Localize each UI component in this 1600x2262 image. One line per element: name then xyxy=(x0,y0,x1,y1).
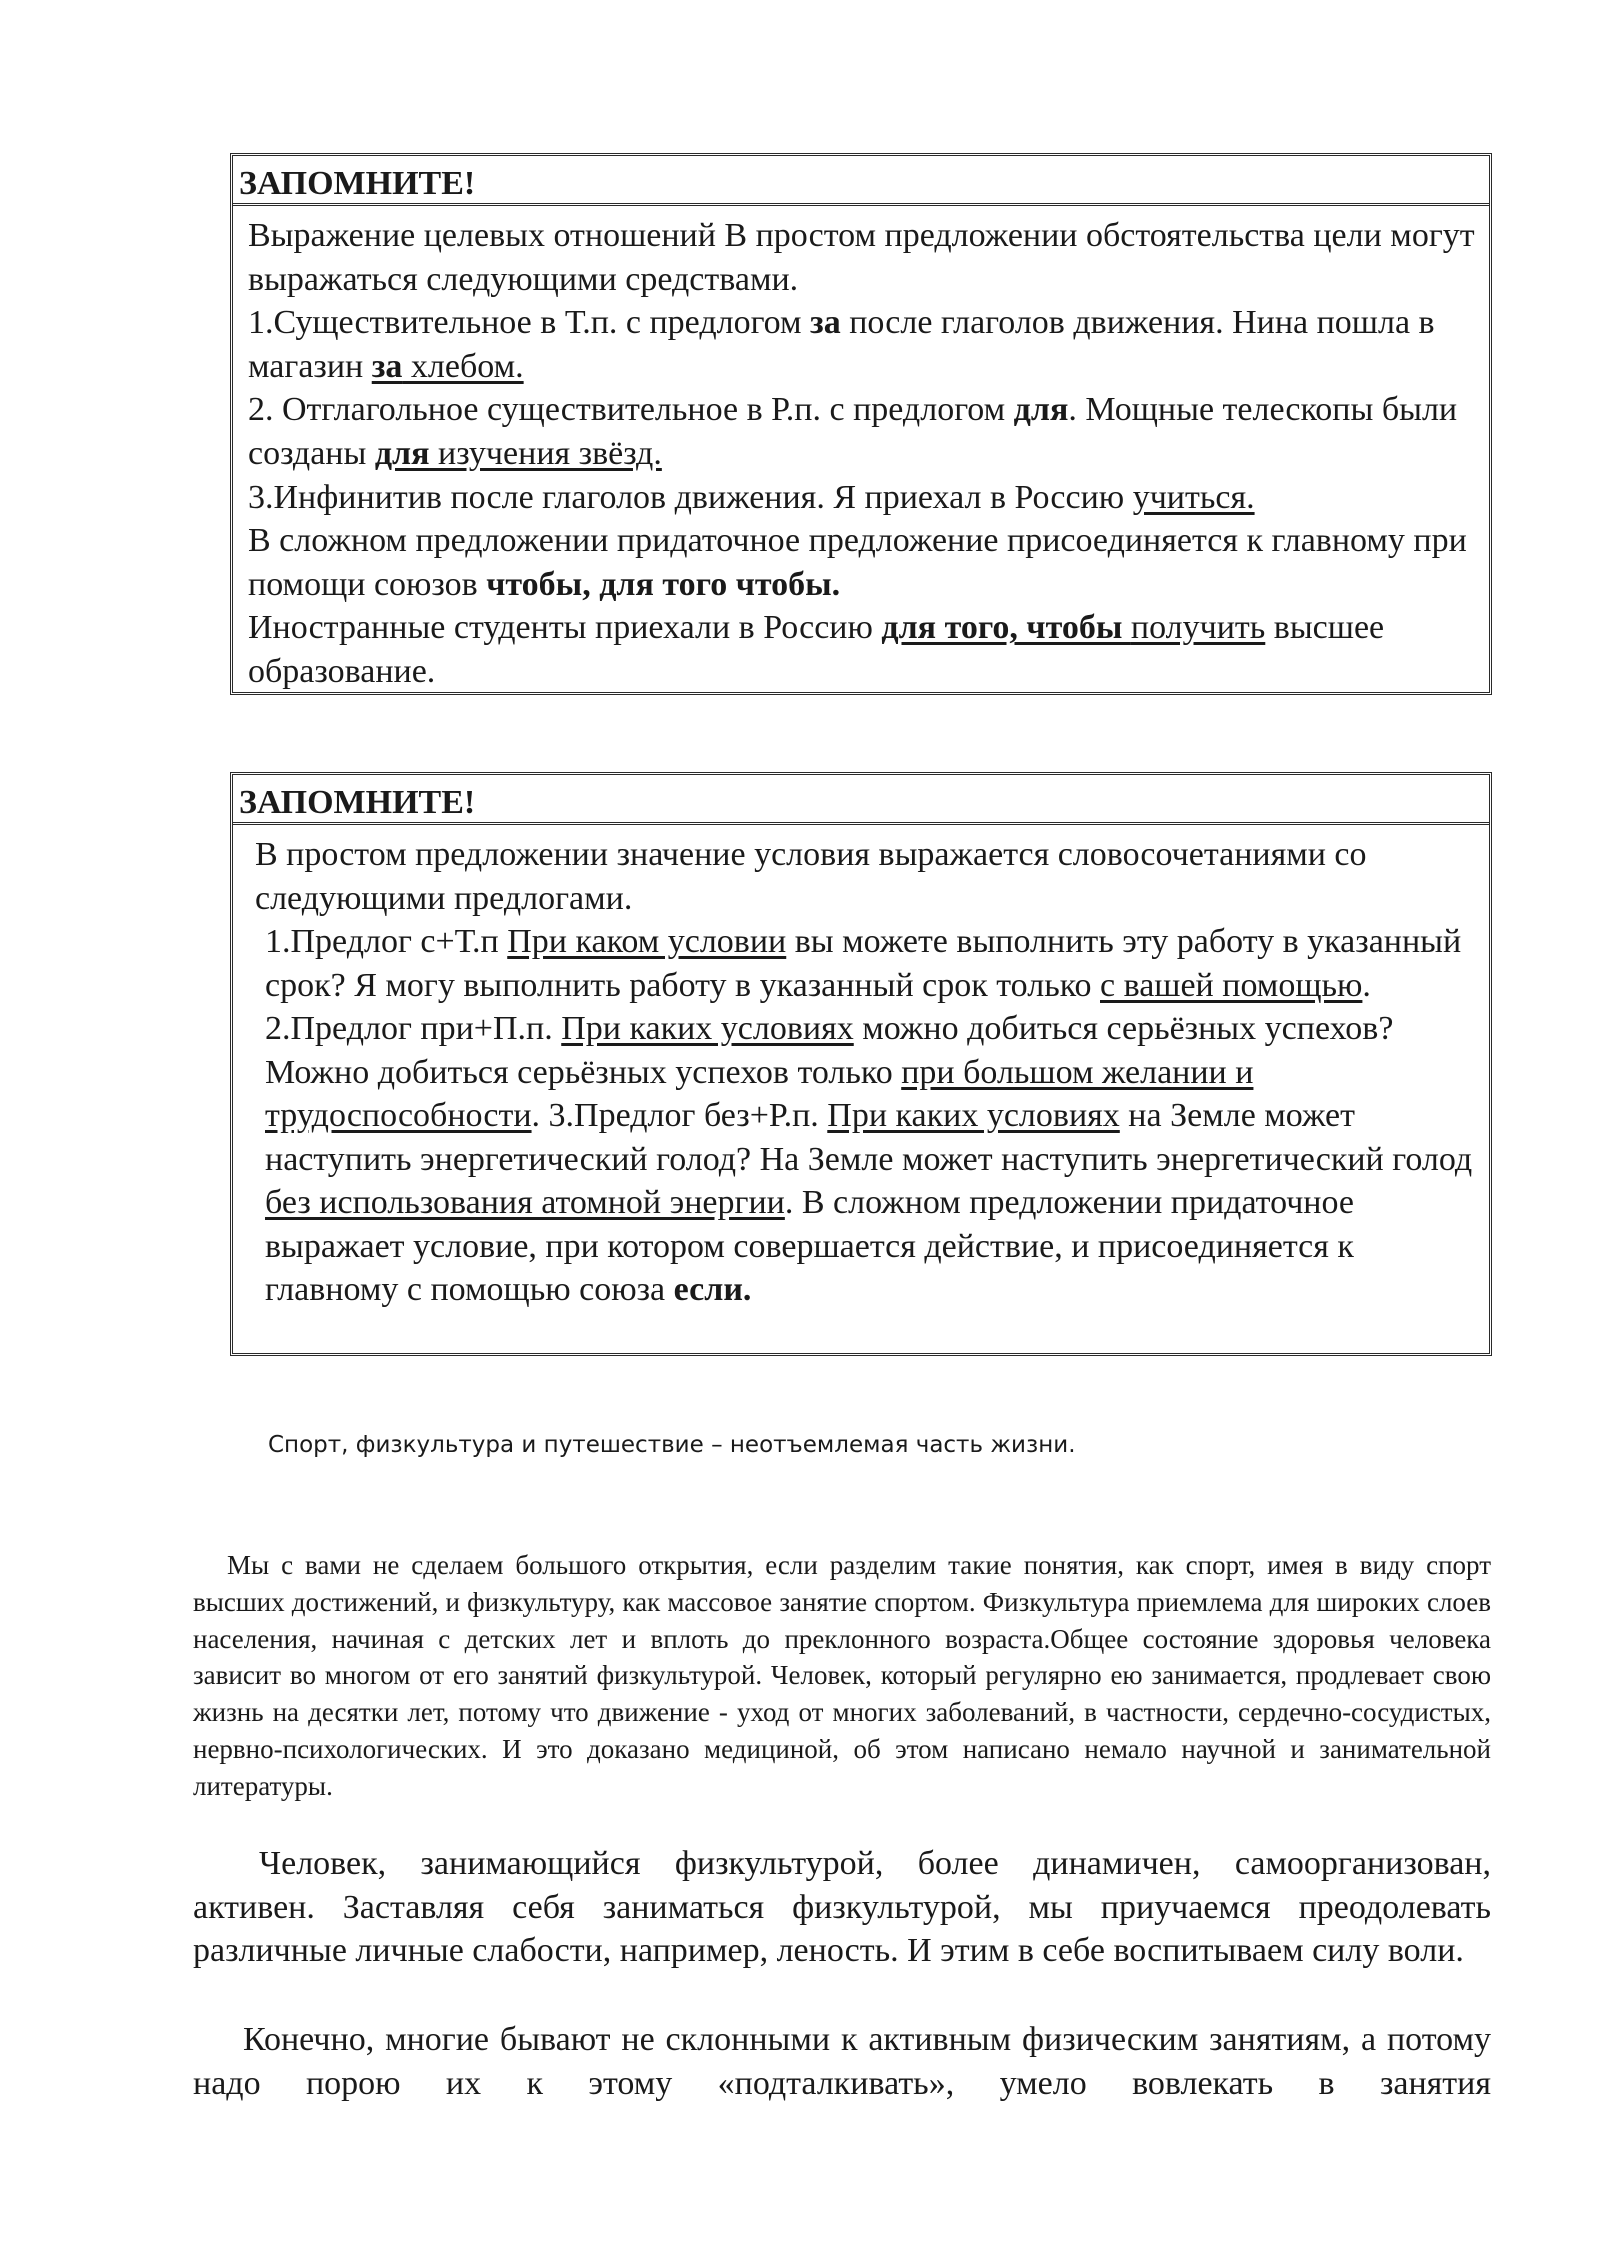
underlined-example: при большом желании и трудоспособности xyxy=(265,1053,1254,1134)
text-run: на Земле может наступить энергетический голод? На Земле может наступить энергетический голод xyxy=(265,1097,1473,1178)
text-run: В сложном предложении придаточное предложение присоединяется к главному при помощи союзов xyxy=(248,522,1467,603)
box-intro: Выражение целевых отношений В простом предложении обстоятельства цели могут выражаться следующими средствами. xyxy=(248,217,1475,298)
text-run: 3.Инфинитив после глаголов движения. Я приехал в Россию xyxy=(248,478,1133,516)
underlined-bold-term: для xyxy=(374,434,430,472)
bold-term: чтобы, для того чтобы. xyxy=(486,565,841,603)
underlined-example: При каких условиях xyxy=(561,1010,854,1047)
box-body xyxy=(233,825,1489,1312)
rule-item-3 xyxy=(248,476,1479,520)
paragraph-text: Конечно, многие бывают не склонными к активным физическим занятиям, а потому надо порою их к этому «подталкивать», умело вовлекать в занятия xyxy=(193,2021,1491,2102)
underlined-example: хлебом. xyxy=(402,347,524,385)
rule-item-1 xyxy=(248,301,1479,388)
rule-item-1 xyxy=(255,920,1479,1007)
rule-item-2-3 xyxy=(255,1007,1479,1312)
text-run: 1.Существительное в Т.п. с предлогом xyxy=(248,304,811,342)
underlined-example: изучения звёзд. xyxy=(429,434,662,472)
text-run: . В сложном предложении придаточное выражает условие, при котором совершается действие, и присоединяется к главному с помощью союза xyxy=(265,1184,1355,1308)
text-run: можно добиться серьёзных успехов? Можно добиться серьёзных успехов только xyxy=(265,1010,1394,1091)
bold-term: если. xyxy=(673,1271,752,1308)
text-run: . Мощные телескопы были созданы xyxy=(248,391,1458,472)
text-run: 1.Предлог с+Т.п xyxy=(265,923,508,960)
text-run: . xyxy=(1362,966,1371,1004)
paragraph-text: Мы с вами не сделаем большого открытия, если разделим такие понятия, как спорт, имея в виду спорт высших достижений, и физкультуру, как массовое занятие спортом. Физкультура приемлема для широких слоев населения, начиная с детских лет и вплоть до преклонного возраста.Общее состояние здоровья человека зависит во многом от его занятий физкультурой. Человек, который регулярно ею занимается, продлевает свою жизнь на десятки лет, потому что движение - уход от многих заболеваний, в частности, сердечно-сосудистых, нервно-психологических. И это доказано медициной, об этом написано немало научной и занимательной литературы. xyxy=(193,1550,1491,1801)
box-title: ЗАПОМНИТЕ! xyxy=(233,156,1489,206)
text-run: после глаголов движения. Нина пошла в магазин xyxy=(248,304,1435,385)
complex-sentence-rule xyxy=(248,519,1479,606)
body-paragraph xyxy=(193,1842,1491,1973)
paragraph-text: Человек, занимающийся физкультурой, более динамичен, самоорганизован, активен. Заставляя себя заниматься физкультурой, мы приучаемся преодолевать различные личные слабости, например, леность. И этим в себе воспитываем силу воли. xyxy=(193,1845,1491,1970)
text-run: высшее образование. xyxy=(248,609,1385,690)
underlined-example: учиться. xyxy=(1132,478,1255,516)
underlined-example: без использования атомной энергии xyxy=(265,1184,785,1221)
underlined-example: с вашей помощью xyxy=(1100,966,1363,1004)
text-run: 2. Отглагольное существительное в Р.п. с предлогом xyxy=(248,391,1014,429)
body-paragraph xyxy=(193,1547,1491,1805)
body-paragraph xyxy=(193,2018,1491,2105)
underlined-bold-term: за xyxy=(371,347,403,385)
underlined-example: При каком условии xyxy=(507,923,787,960)
text-run: . 3.Предлог без+Р.п. xyxy=(531,1097,828,1134)
bold-term: для xyxy=(1013,391,1069,429)
box-title: ЗАПОМНИТЕ! xyxy=(233,775,1489,825)
complex-sentence-example xyxy=(248,606,1479,693)
rule-item-2 xyxy=(248,388,1479,475)
text-run: Иностранные студенты приехали в Россию xyxy=(248,609,882,647)
underlined-example: При каких условиях xyxy=(827,1097,1120,1134)
underlined-example: получить xyxy=(1130,609,1266,647)
box-body xyxy=(233,206,1489,694)
section-heading: Спорт, физкультура и путешествие – неотъемлемая часть жизни. xyxy=(268,1432,1076,1458)
box-intro: В простом предложении значение условия выражается словосочетаниями со следующими предлогами. xyxy=(255,836,1367,917)
remember-box-condition xyxy=(230,772,1492,1356)
text-run: 2.Предлог при+П.п. xyxy=(265,1010,562,1047)
bold-term: за xyxy=(810,304,841,342)
text-run: вы можете выполнить эту работу в указанный срок? Я могу выполнить работу в указанный срок только xyxy=(265,923,1462,1004)
remember-box-purpose xyxy=(230,153,1492,695)
underlined-bold-term: для того, чтобы xyxy=(881,609,1131,647)
